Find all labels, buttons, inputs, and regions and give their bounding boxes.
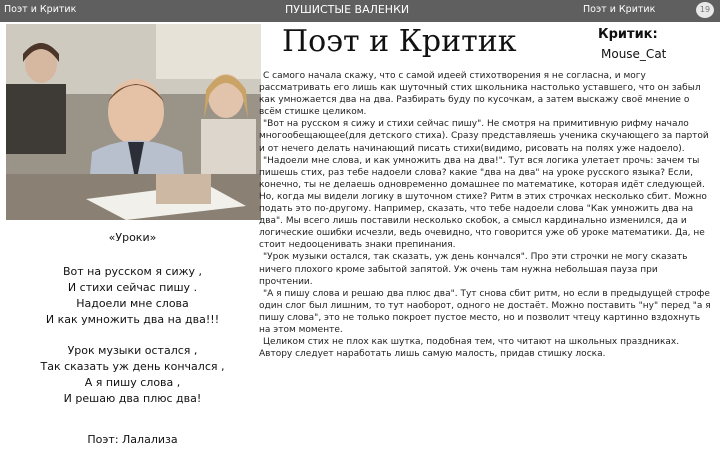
poem-stanza-1 <box>0 264 265 328</box>
critic-name: Mouse_Cat <box>601 47 667 61</box>
header-right-text: Поэт и Критик <box>583 4 656 15</box>
poem-line: И стихи сейчас пишу . <box>67 281 198 294</box>
poem-line: А я пишу слова , <box>84 376 181 389</box>
classroom-photo <box>6 24 261 220</box>
header-bar <box>0 0 720 22</box>
poem-line: Урок музыки остался , <box>67 344 198 357</box>
critic-label: Критик: <box>598 27 658 42</box>
critique-paragraph: Целиком стих не плох как шутка, подобная тем, что читают на школьных праздниках. Автору следует наработать лишь самую малость, придав стишку лоска. <box>259 337 680 360</box>
poem-author: Поэт: Лалализа <box>87 433 178 446</box>
poem-line: И как умножить два на два!!! <box>45 313 220 326</box>
critique-paragraph: "Урок музыки остался, так сказать, уж день кончался". Про эти строчки не могу сказать ничего плохого кроме забытой запятой. Уж очень там нужна небольшая пауза при прочтении. <box>259 252 688 287</box>
poem-stanza-2 <box>0 343 265 407</box>
poem-line: Надоели мне слова <box>76 297 189 310</box>
poem-title: «Уроки» <box>108 231 157 244</box>
poem-line: Так сказать уж день кончался , <box>40 360 225 373</box>
poem-line: И решаю два плюс два! <box>63 392 202 405</box>
header-left-text: Поэт и Критик <box>4 4 77 15</box>
critique-paragraph: "Надоели мне слова, и как умножить два на два!". Тут вся логика улетает прочь: зачем ты пишешь стих, раз тебе надоели слова? какие "два на два" на уроке русского языка? Если, конечно, ты не делаешь одновременно домашнее по математике, которая идёт следующей. Но, когда мы видели логику в шуточном стихе? Ритм в этих строчках несколько сбит. Можно подать это по-другому. Например, сказать, что тебе надоели слова "Как умножить два на два". Мы всего лишь поставили несколько скобок, а смысл кардинально изменился, да и логические ошибки исчезли, ведь очевидно, что говорится уже об уроке математики. Да, не стоит недооценивать знаки препинания. <box>259 155 707 251</box>
critique-paragraph: "А я пишу слова и решаю два плюс два". Тут снова сбит ритм, но если в предыдущей строфе один слог был лишним, то тут наоборот, одного не достаёт. Можно поставить "ну" перед "а я пишу слова", это не только покроет пустое место, но и позволит чтецу картинно вздохнуть на этом моменте. <box>259 288 711 335</box>
magazine-name: ПУШИСТЫЕ ВАЛЕНКИ <box>285 3 410 16</box>
page-title: Поэт и Критик <box>282 24 517 59</box>
critique-text <box>259 70 711 360</box>
poem <box>0 230 265 422</box>
critique-paragraph: С самого начала скажу, что с самой идеей стихотворения я не согласна, и могу рассматривать его лишь как шуточный стих школьника настолько уставшего, что он забыл как умножается два на два. Разбирать буду по кусочкам, а затем выскажу своё мнение о всём стишке целиком. <box>259 71 701 118</box>
page-number: 19 <box>696 2 714 18</box>
critique-paragraph: "Вот на русском я сижу и стихи сейчас пишу". Не смотря на примитивную рифму начало многообещающее(для детского стиха). Сразу представляешь ученика скучающего за партой и от нечего делать начинающий писать стихи(видимо, рисовать на полях уже надоело). <box>259 119 709 154</box>
poem-line: Вот на русском я сижу , <box>62 265 203 278</box>
